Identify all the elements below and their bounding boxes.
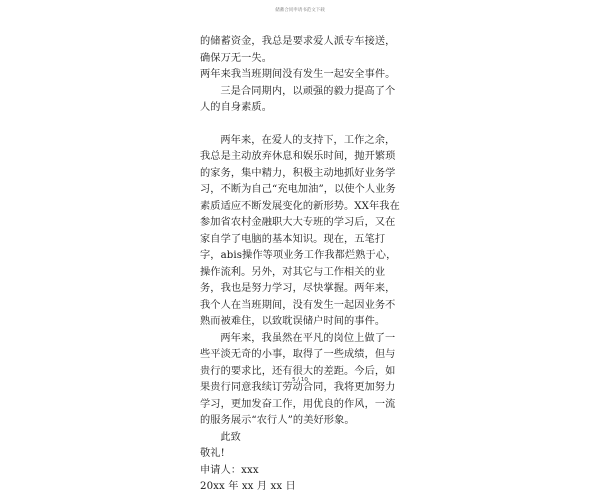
letter-date: 20xx 年 xx 月 xx 日 [200,481,296,492]
page-number: 5 / 10 [292,377,308,383]
paragraph-study: 两年来，在爱人的支持下，工作之余，我总是主动放弃休息和娱乐时间，抛开繁琐的家务，集中精力，积极主动地抓好业务学习，不断为自己“充电加油”，以使个人业务素质适应不断发展变化的新形势。XX年我在参加省农村金融职大大专班的学习后，又在家自学了电脑的基本知识。现在，五笔打字，abis操作等项业务工作我都烂熟于心，操作流利。另外，对其它与工作相关的业务，我也是努力学习，尽快掌握。两年来，我个人在当班期间，没有发生一起因业务不熟而被难住，以致耽误储户时间的事件。 [200,134,400,327]
paragraph-continued: 的储蓄资金，我总是要求爱人派专车接送，确保万无一失。 [200,36,396,64]
closing-phrase: 此致 [220,431,241,443]
paragraph-continued-end: 两年来我当班期间没有发生一起安全事件。 [200,69,396,80]
salutation: 敬礼! [200,448,225,459]
paragraph-gap [200,117,405,133]
paragraph-conclusion: 两年来，我虽然在平凡的岗位上做了一些平淡无奇的小事，取得了一些成绩，但与贵行的要求比，还有很大的差距。今后，如果贵行同意我续订劳动合同，我将更加努力学习，更加发奋工作，用优良的作风，一流的服务展示“农行人”的美好形象。 [200,332,396,426]
page-header: 储蓄合同申请书范文下载 [275,8,325,13]
paragraph-self-improvement-heading: 三是合同期内，以顽强的毅力提高了个人的自身素质。 [200,85,396,113]
applicant-name: 申请人：xxx [200,464,259,476]
letter-body [200,34,405,496]
